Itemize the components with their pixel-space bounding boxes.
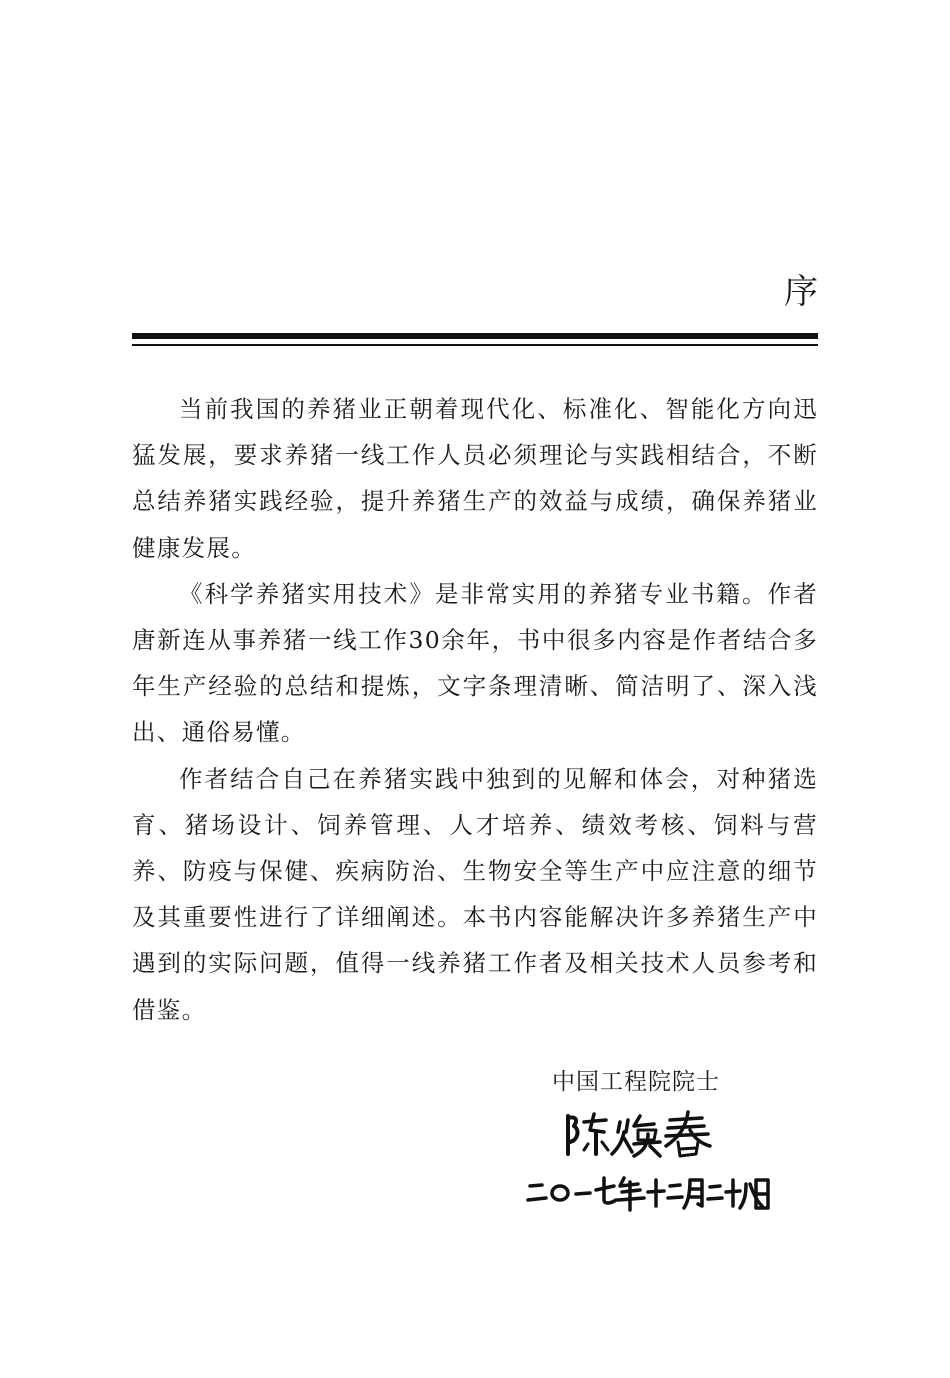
paragraph-2: 《科学养猪实用技术》是非常实用的养猪专业书籍。作者唐新连从事养猪一线工作30余年，书中很多内容是作者结合多年生产经验的总结和提炼，文字条理清晰、简洁明了、深入浅出、通俗易懂。 (132, 579, 818, 747)
heading-rule-thin (132, 344, 818, 346)
handwritten-date (526, 1172, 770, 1212)
author-title: 中国工程院院士 (552, 1069, 720, 1095)
heading-rule-thick (132, 333, 818, 339)
paragraph-3: 作者结合自己在养猪实践中独到的见解和体会，对种猪选育、猪场设计、饲养管理、人才培养、绩效考核、饲料与营养、防疫与保健、疾病防治、生物安全等生产中应注意的细节及其重要性进行了详细阐述。本书内容能解决许多养猪生产中遇到的实际问题，值得一线养猪工作者及相关技术人员参考和借鉴。 (132, 764, 818, 1024)
page-title: 序 (784, 272, 818, 312)
preface-body (132, 386, 818, 1033)
paragraph-1: 当前我国的养猪业正朝着现代化、标准化、智能化方向迅猛发展，要求养猪一线工作人员必须理论与实践相结合，不断总结养猪实践经验，提升养猪生产的效益与成绩，确保养猪业健康发展。 (132, 395, 818, 562)
handwritten-signature (562, 1108, 712, 1160)
